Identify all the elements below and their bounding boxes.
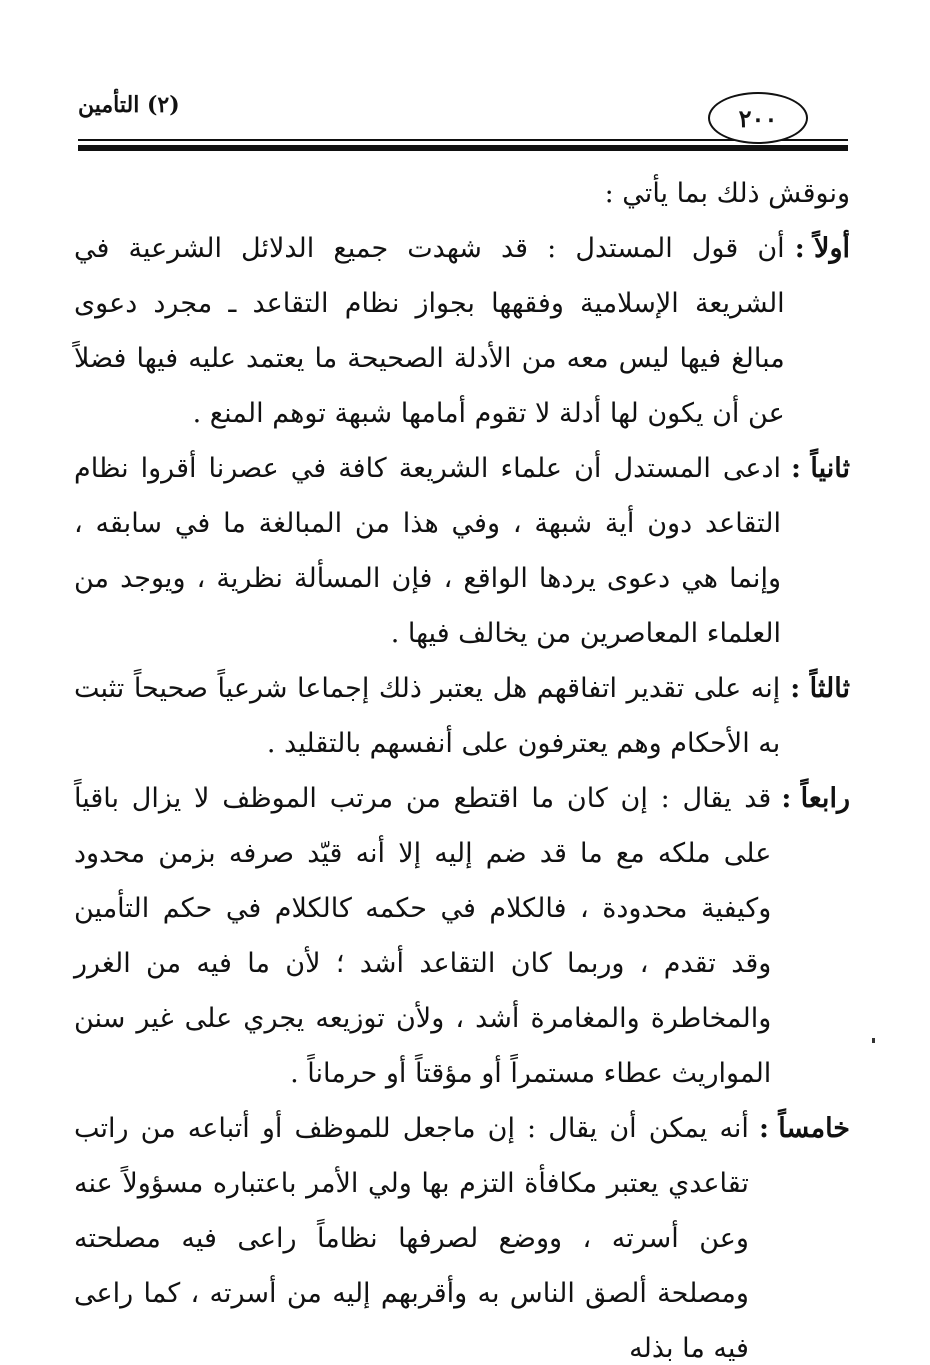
point-label: خامساً : bbox=[758, 1113, 850, 1144]
point-text: قد يقال : إن كان ما اقتطع من مرتب الموظف لا يزال باقياً على ملكه مع ما قد ضم إليه إلا أنه قيّد صرفه بزمن محدود وكيفية محدودة ، فالكلام في حكمه كالكلام في حكم التأمين وقد تقدم ، وربما كان التقاعد أشد ؛ لأن ما فيه من الغرر والمخاطرة والمغامرة أشد ، ولأن توزيعه يجري على غير سنن المواريث عطاء مستمراً أو مؤقتاً أو حرماناً . bbox=[74, 783, 772, 1089]
header-rule-thick bbox=[78, 145, 848, 151]
point-third bbox=[74, 661, 850, 771]
point-text: أن قول المستدل : قد شهدت جميع الدلائل الشرعية في الشريعة الإسلامية وفقهها بجواز نظام التقاعد ـ مجرد دعوى مبالغ فيها ليس معه من الأدلة الصحيحة ما يعتمد عليه فيها فضلاً عن أن يكون لها أدلة لا تقوم أمامها شبهة توهم المنع . bbox=[74, 233, 785, 429]
point-label: ثانياً : bbox=[791, 453, 850, 484]
point-text: إنه على تقدير اتفاقهم هل يعتبر ذلك إجماعا شرعياً صحيحاً تثبت به الأحكام وهم يعترفون على أنفسهم بالتقليد . bbox=[74, 673, 781, 759]
running-title: (٢) التأمين bbox=[78, 92, 180, 118]
point-text: أنه يمكن أن يقال : إن ماجعل للموظف أو أتباعه من راتب تقاعدي يعتبر مكافأة التزم بها ولي الأمر باعتباره مسؤولاً عنه وعن أسرته ، ووضع لصرفها نظاماً راعى فيه مصلحته ومصلحة ألصق الناس به وأقربهم إليه من أسرته ، كما راعى فيه ما بذله bbox=[74, 1113, 749, 1364]
page-body bbox=[74, 166, 850, 1365]
point-label: أولاً : bbox=[794, 233, 850, 264]
point-fifth bbox=[74, 1101, 850, 1365]
page-number: ٢٠٠ bbox=[738, 103, 778, 133]
page-number-badge bbox=[708, 92, 808, 144]
point-second bbox=[74, 441, 850, 661]
point-fourth bbox=[74, 771, 850, 1101]
point-text: ادعى المستدل أن علماء الشريعة كافة في عصرنا أقروا نظام التقاعد دون أية شبهة ، وفي هذا من المبالغة ما في سابقه ، وإنما هي دعوى يردها الواقع ، فإن المسألة نظرية ، ويوجد من العلماء المعاصرين من يخالف فيها . bbox=[74, 453, 781, 649]
page-header bbox=[0, 0, 930, 160]
intro-line: ونوقش ذلك بما يأتي : bbox=[604, 178, 850, 209]
point-label: رابعاً : bbox=[781, 783, 850, 814]
point-first bbox=[74, 221, 850, 441]
margin-mark bbox=[872, 1038, 875, 1043]
point-label: ثالثاً : bbox=[790, 673, 850, 704]
